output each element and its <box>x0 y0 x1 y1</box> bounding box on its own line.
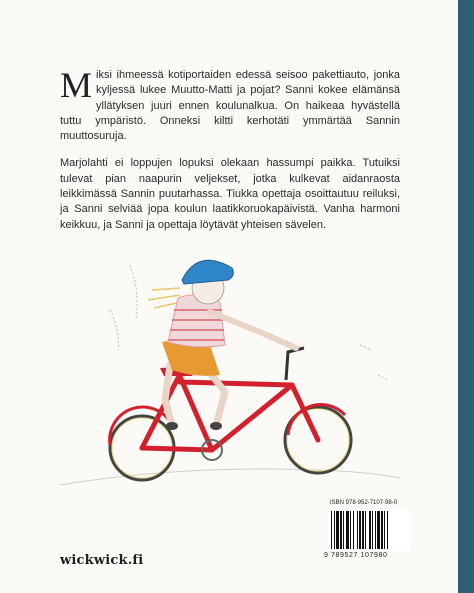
motion-lines <box>110 265 388 380</box>
barcode-number: 9 789527 107980 <box>324 552 388 559</box>
barcode <box>328 509 410 551</box>
blurb-paragraph-1 <box>60 65 400 144</box>
ground-line <box>60 469 400 485</box>
isbn-label: ISBN 978-952-7107-98-0 <box>330 500 398 506</box>
handlebar <box>286 348 304 380</box>
blurb-paragraph-1-text: iksi ihmeessä kotiportaiden edessä seisoo pakettiauto, jonka kyljessä lukee Muutto-Matti ja pojat? Sanni kokee elämänsä yllätyksen juuri ennen koulunalkua. On haikeaa hyvästellä tuttu ympäristö. Onneksi kiltti kerhotäti ymmärtää Sannin muuttosuruja. <box>60 69 400 143</box>
publisher-logo: wickwick.fi <box>60 553 144 568</box>
blurb-text <box>60 65 400 245</box>
girl-on-bicycle-illustration <box>60 250 400 520</box>
drop-cap: M <box>60 65 93 105</box>
helmet-icon <box>182 260 233 284</box>
blurb-paragraph-2: Marjolahti ei loppujen lopuksi olekaan hassumpi paikka. Tutuiksi tulevat pian naapurin veljekset, jotka kulkevat aidanraosta leikkimässä Sannin puutarhassa. Tiukka opettaja osoittautuu reiluksi, ja Sanni selviää jopa koulun laatikkoruokapäivistä. Vanha harmoni keikkuu, ja Sanni ja opettaja löytävät yhteisen sävelen. <box>60 157 400 231</box>
spine-strip <box>458 0 474 593</box>
